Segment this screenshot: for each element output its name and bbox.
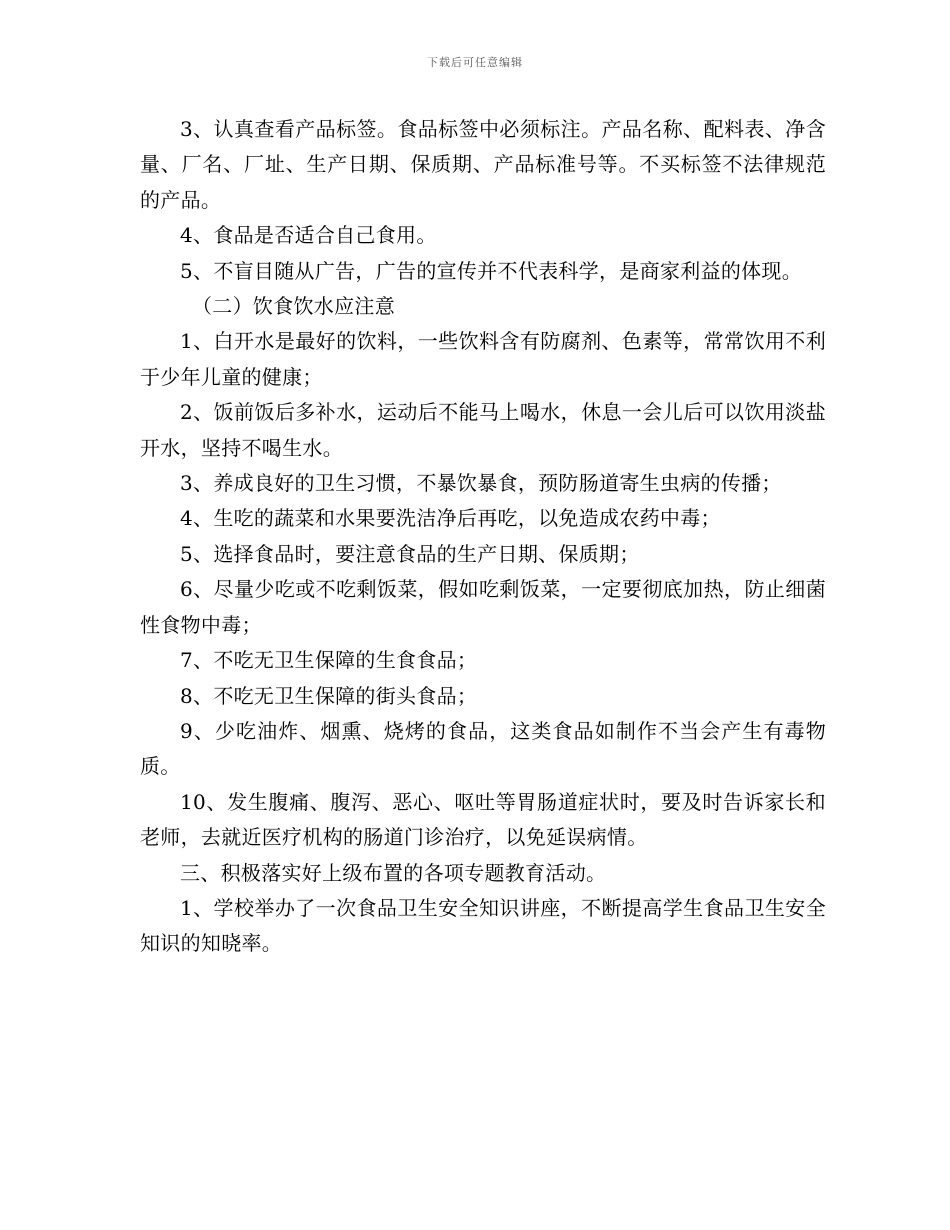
section-heading-education: 三、积极落实好上级布置的各项专题教育活动。 (180, 860, 607, 885)
paragraph-hygiene: 3、养成良好的卫生习惯，不暴饮暴食，预防肠道寄生虫病的传播； (180, 471, 782, 496)
paragraph-raw-food: 7、不吃无卫生保障的生食食品； (180, 648, 478, 673)
paragraph-lecture: 1、学校举办了一次食品卫生安全知识讲座，不断提高学生食品卫生安全知识的知晓率。 (140, 895, 826, 956)
document-body (140, 112, 826, 962)
paragraph-washing: 4、生吃的蔬菜和水果要洗洁净后再吃，以免造成农药中毒； (180, 506, 721, 531)
paragraph-street-food: 8、不吃无卫生保障的街头食品； (180, 683, 478, 708)
paragraph-label-check: 3、认真查看产品标签。食品标签中必须标注。产品名称、配料表、净含量、厂名、厂址、生产日期、保质期、产品标准号等。不买标签不法律规范的产品。 (140, 117, 826, 212)
paragraph-fried-food: 9、少吃油炸、烟熏、烧烤的食品，这类食品如制作不当会产生有毒物质。 (140, 718, 826, 779)
paragraph-hydration: 2、饭前饭后多补水，运动后不能马上喝水，休息一会儿后可以饮用淡盐开水，坚持不喝生水。 (140, 400, 826, 460)
paragraph-suitability: 4、食品是否适合自己食用。 (180, 223, 437, 248)
paragraph-symptoms: 10、发生腹痛、腹泻、恶心、呕吐等胃肠道症状时，要及时告诉家长和老师，去就近医疗机构的肠道门诊治疗，以免延误病情。 (140, 789, 826, 850)
section-heading-diet: （二）饮食饮水应注意 (192, 294, 395, 319)
page-header: 下载后可任意编辑 (427, 56, 523, 69)
paragraph-leftovers: 6、尽量少吃或不吃剩饭菜，假如吃剩饭菜，一定要彻底加热，防止细菌性食物中毒； (140, 577, 826, 637)
paragraph-water: 1、白开水是最好的饮料，一些饮料含有防腐剂、色素等，常常饮用不利于少年儿童的健康； (140, 329, 826, 389)
paragraph-advertising: 5、不盲目随从广告，广告的宣传并不代表科学，是商家利益的体现。 (180, 258, 803, 283)
paragraph-dates: 5、选择食品时，要注意食品的生产日期、保质期； (180, 541, 640, 566)
